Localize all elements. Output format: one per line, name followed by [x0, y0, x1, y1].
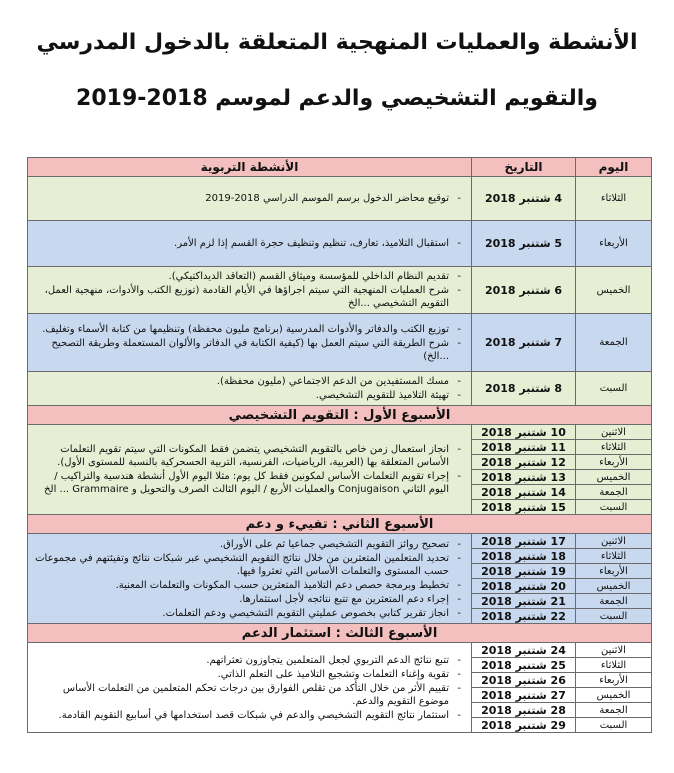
- activities-cell: [28, 221, 472, 267]
- date-cell: 13 شتنبر 2018: [472, 470, 576, 485]
- date-cell: 22 شتنبر 2018: [472, 609, 576, 624]
- date-cell: 28 شتنبر 2018: [472, 703, 576, 718]
- day-cell: الأربعاء: [576, 455, 652, 470]
- date-cell: 27 شتنبر 2018: [472, 688, 576, 703]
- activities-cell: [28, 534, 472, 624]
- header-date: التاريخ: [472, 158, 576, 177]
- day-cell: الخميس: [576, 470, 652, 485]
- date-cell: 12 شتنبر 2018: [472, 455, 576, 470]
- date-cell: 5 شتنبر 2018: [472, 221, 576, 267]
- activity-item: - تقييم الأثر من خلال التأكد من تقلص الفوارق بين درجات تحكم المتعلمين من التعلمات الأساس موضوع التقويم والدعم.: [32, 682, 449, 708]
- date-cell: 29 شتنبر 2018: [472, 718, 576, 733]
- activities-table: [27, 157, 652, 733]
- date-cell: 25 شتنبر 2018: [472, 658, 576, 673]
- day-cell: الجمعة: [576, 703, 652, 718]
- date-cell: 18 شتنبر 2018: [472, 549, 576, 564]
- activity-item: - استثمار نتائج التقويم التشخيصي والدعم في شبكات قصد استخدامها في أسابيع التقويم القادمة.: [32, 709, 449, 722]
- date-cell: 6 شتنبر 2018: [472, 267, 576, 314]
- day-cell: السبت: [576, 718, 652, 733]
- day-cell: الخميس: [576, 267, 652, 314]
- header-day: اليوم: [576, 158, 652, 177]
- date-cell: 14 شتنبر 2018: [472, 485, 576, 500]
- day-cell: الأربعاء: [576, 673, 652, 688]
- day-cell: الأربعاء: [576, 221, 652, 267]
- table-row: [28, 425, 652, 440]
- day-cell: الثلاثاء: [576, 440, 652, 455]
- activity-item: - شرح العمليات المنهجية التي سيتم اجراؤها في الأيام القادمة (توزيع الكتب والأدوات، منهجية العمل، التقويم التشخيصي ...الخ: [32, 284, 449, 310]
- activity-item: - إجراء دعم المتعثرين مع تتبع نتائجه لأجل استثمارها.: [32, 593, 449, 606]
- activity-item: - تحديد المتعلمين المتعثرين من خلال نتائج التقويم التشخيصي عبر شبكات نتائج وتفيئتهم في مجموعات حسب المستوى والتعلمات الأساس التي تعثروا فيها.: [32, 552, 449, 578]
- day-cell: الخميس: [576, 688, 652, 703]
- activity-item: - شرح الطريقة التي سيتم العمل بها (كيفية الكتابة في الدفاتر والألوان المستعملة وطريقة التصحيح ...الخ): [32, 337, 449, 363]
- date-cell: 7 شتنبر 2018: [472, 314, 576, 372]
- week-header-row: [28, 624, 652, 643]
- activity-item: - تقديم النظام الداخلي للمؤسسة وميثاق القسم (التعاقد الديداكتيكي).: [32, 270, 449, 283]
- date-cell: 21 شتنبر 2018: [472, 594, 576, 609]
- day-cell: الثلاثاء: [576, 177, 652, 221]
- activity-item: - انجاز استعمال زمن خاص بالتقويم التشخيصي يتضمن فقط المكونات التي سيتم تقويم التعلمات الأساس المتعلقة بها (العربية، الرياضيات، الفرنسية، التربية الحسحركية بالنسبة للمستوى الأول).: [32, 443, 449, 469]
- day-cell: السبت: [576, 372, 652, 406]
- table-row: [28, 643, 652, 658]
- activity-item: - مسك المستفيدين من الدعم الاجتماعي (مليون محفظة).: [32, 375, 449, 388]
- date-cell: 24 شتنبر 2018: [472, 643, 576, 658]
- activity-item: - تتبع نتائج الدعم التربوي لجعل المتعلمين يتجاوزون تعثراتهم.: [32, 654, 449, 667]
- activities-cell: [28, 643, 472, 733]
- page-title-line1: الأنشطة والعمليات المنهجية المتعلقة بالدخول المدرسي: [36, 30, 638, 55]
- table-row: [28, 372, 652, 406]
- date-cell: 10 شتنبر 2018: [472, 425, 576, 440]
- week-title: الأسبوع الثاني : تفييء و دعم: [28, 515, 652, 534]
- date-cell: 15 شتنبر 2018: [472, 500, 576, 515]
- activity-item: - استقبال التلاميذ، تعارف، تنظيم وتنظيف حجرة القسم إذا لزم الأمر.: [32, 237, 449, 250]
- day-cell: السبت: [576, 609, 652, 624]
- date-cell: 4 شتنبر 2018: [472, 177, 576, 221]
- day-cell: الاثنين: [576, 425, 652, 440]
- page-title-line2: والتقويم التشخيصي والدعم لموسم 2018-2019: [76, 86, 598, 111]
- activities-cell: [28, 372, 472, 406]
- table-row: [28, 177, 652, 221]
- day-cell: الثلاثاء: [576, 658, 652, 673]
- week-header-row: [28, 406, 652, 425]
- table-row: [28, 267, 652, 314]
- day-cell: الجمعة: [576, 314, 652, 372]
- day-cell: السبت: [576, 500, 652, 515]
- activity-item: - إجراء تقويم التعلمات الأساس لمكونين فقط كل يوم: مثلا اليوم الأول أنشطة هندسية والتراكيب / اليوم الثاني Conjugaison والعمليات الأربع / اليوم الثالث الصرف والتحويل و Grammaire ... الخ: [32, 470, 449, 496]
- activities-cell: [28, 177, 472, 221]
- date-cell: 26 شتنبر 2018: [472, 673, 576, 688]
- day-cell: الجمعة: [576, 594, 652, 609]
- day-cell: الاثنين: [576, 643, 652, 658]
- activity-item: - تقوية وإغناء التعلمات وتشجيع التلاميذ على التعلم الذاتي.: [32, 668, 449, 681]
- date-cell: 20 شتنبر 2018: [472, 579, 576, 594]
- activity-item: - تهيئة التلاميذ للتقويم التشخيصي.: [32, 389, 449, 402]
- activities-cell: [28, 267, 472, 314]
- date-cell: 8 شتنبر 2018: [472, 372, 576, 406]
- activity-item: - تصحيح روائز التقويم التشخيصي جماعيا ثم على الأوراق.: [32, 538, 449, 551]
- table-header-row: [28, 158, 652, 177]
- day-cell: الثلاثاء: [576, 549, 652, 564]
- date-cell: 19 شتنبر 2018: [472, 564, 576, 579]
- date-cell: 11 شتنبر 2018: [472, 440, 576, 455]
- day-cell: الأربعاء: [576, 564, 652, 579]
- activity-item: - توقيع محاضر الدخول برسم الموسم الدراسي 2018-2019: [32, 192, 449, 205]
- activities-cell: [28, 425, 472, 515]
- activity-item: - انجاز تقرير كتابي بخصوص عمليتي التقويم التشخيصي ودعم التعلمات.: [32, 607, 449, 620]
- header-activities: الأنشطة التربوية: [28, 158, 472, 177]
- week-header-row: [28, 515, 652, 534]
- activity-item: - توزيع الكتب والدفاتر والأدوات المدرسية (برنامج مليون محفظة) وتنظيمها من كتابة الأسماء وتغليف.: [32, 323, 449, 336]
- table-row: [28, 314, 652, 372]
- activities-cell: [28, 314, 472, 372]
- week-title: الأسبوع الثالث : استثمار الدعم: [28, 624, 652, 643]
- day-cell: الجمعة: [576, 485, 652, 500]
- activity-item: - تخطيط وبرمجة حصص دعم التلاميذ المتعثرين حسب المكونات والتعلمات المعنية.: [32, 579, 449, 592]
- date-cell: 17 شتنبر 2018: [472, 534, 576, 549]
- table-row: [28, 221, 652, 267]
- day-cell: الخميس: [576, 579, 652, 594]
- day-cell: الاثنين: [576, 534, 652, 549]
- table-row: [28, 534, 652, 549]
- week-title: الأسبوع الأول : التقويم التشخيصي: [28, 406, 652, 425]
